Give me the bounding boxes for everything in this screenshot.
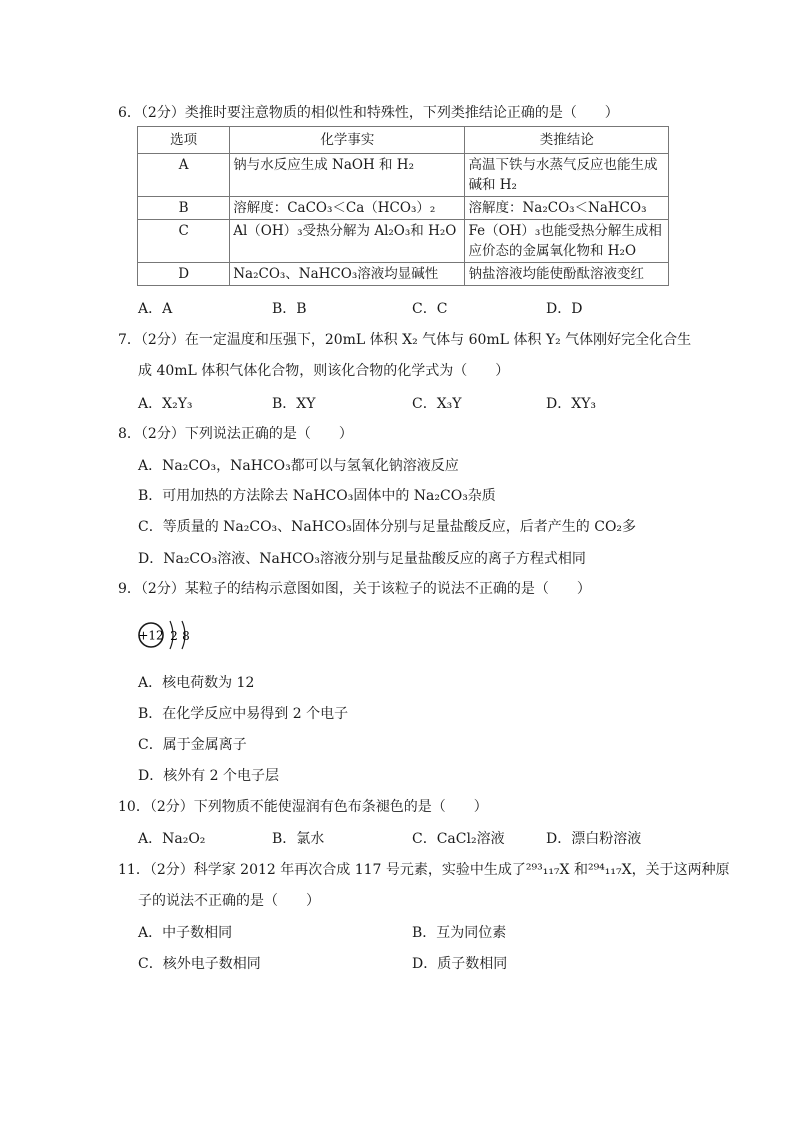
q7-stem-line1: 7．（2分）在一定温度和压强下，20mL 体积 X₂ 气体与 60mL 体积 Y₂ 气体刚好完全化合生 (118, 332, 692, 348)
row-option: A (138, 154, 230, 197)
q8-option-b[interactable]: B．可用加热的方法除去 NaHCO₃固体中的 Na₂CO₃杂质 (138, 488, 496, 504)
row-fact: 溶解度：CaCO₃＜Ca（HCO₃）₂ (230, 197, 465, 220)
atom-structure-diagram (136, 618, 216, 658)
table-row (138, 220, 669, 263)
q8-option-c[interactable]: C．等质量的 Na₂CO₃、NaHCO₃固体分别与足量盐酸反应，后者产生的 CO₂多 (138, 519, 637, 535)
q10-option-a[interactable]: A．Na₂O₂ (138, 831, 206, 847)
q9-option-b[interactable]: B．在化学反应中易得到 2 个电子 (138, 706, 349, 722)
nucleus-charge: +12 (138, 628, 164, 643)
row-conclusion: 钠盐溶液均能使酚酞溶液变红 (465, 263, 669, 286)
row-option: B (138, 197, 230, 220)
q9-option-d[interactable]: D．核外有 2 个电子层 (138, 768, 280, 784)
q8-stem: 8．（2分）下列说法正确的是（ ） (118, 426, 353, 442)
q7-option-c[interactable]: C．X₃Y (412, 396, 462, 412)
row-fact: Al（OH）₃受热分解为 Al₂O₃和 H₂O (230, 220, 465, 263)
q8-option-d[interactable]: D．Na₂CO₃溶液、NaHCO₃溶液分别与足量盐酸反应的离子方程式相同 (138, 551, 586, 567)
q9-option-a[interactable]: A．核电荷数为 12 (138, 675, 255, 691)
q11-option-d[interactable]: D．质子数相同 (412, 956, 508, 972)
q8-option-a[interactable]: A．Na₂CO₃，NaHCO₃都可以与氢氧化钠溶液反应 (138, 458, 459, 474)
q9-option-c[interactable]: C．属于金属离子 (138, 737, 247, 753)
q10-option-c[interactable]: C．CaCl₂溶液 (412, 831, 505, 847)
q7-option-a[interactable]: A．X₂Y₃ (138, 396, 193, 412)
q11-option-c[interactable]: C．核外电子数相同 (138, 956, 261, 972)
row-fact: Na₂CO₃、NaHCO₃溶液均显碱性 (230, 263, 465, 286)
q11-option-b[interactable]: B．互为同位素 (412, 925, 507, 941)
q7-option-d[interactable]: D．XY₃ (546, 396, 597, 412)
table-row (138, 154, 669, 197)
q7-option-b[interactable]: B．XY (272, 396, 316, 412)
q10-option-b[interactable]: B．氯水 (272, 831, 325, 847)
q6-table (137, 126, 669, 286)
row-conclusion: 高温下铁与水蒸气反应也能生成碱和 H₂ (465, 154, 669, 197)
q6-option-a[interactable]: A．A (138, 301, 173, 317)
q6-option-c[interactable]: C．C (412, 301, 448, 317)
row-fact: 钠与水反应生成 NaOH 和 H₂ (230, 154, 465, 197)
table-row (138, 197, 669, 220)
q7-stem-line2: 成 40mL 体积气体化合物，则该化合物的化学式为（ ） (138, 363, 510, 379)
q6-option-b[interactable]: B．B (272, 301, 307, 317)
row-conclusion: 溶解度：Na₂CO₃＜NaHCO₃ (465, 197, 669, 220)
header-option: 选项 (138, 127, 230, 154)
shell1-electrons: 2 (170, 629, 178, 643)
row-conclusion: Fe（OH）₃也能受热分解生成相应价态的金属氧化物和 H₂O (465, 220, 669, 263)
q6-option-d[interactable]: D．D (546, 301, 583, 317)
table-header-row (138, 127, 669, 154)
q11-option-a[interactable]: A．中子数相同 (138, 925, 233, 941)
row-option: D (138, 263, 230, 286)
q9-stem: 9．（2分）某粒子的结构示意图如图，关于该粒子的说法不正确的是（ ） (118, 581, 591, 597)
q10-option-d[interactable]: D．漂白粉溶液 (546, 831, 642, 847)
shell2-electrons: 8 (182, 629, 190, 643)
q6-stem: 6．（2分）类推时要注意物质的相似性和特殊性，下列类推结论正确的是（ ） (118, 105, 619, 121)
q11-stem-line1: 11．（2分）科学家 2012 年再次合成 117 号元素，实验中生成了²⁹³₁₁₇X 和²⁹⁴₁₁₇X，关于这两种原 (118, 862, 730, 878)
row-option: C (138, 220, 230, 263)
q11-stem-line2: 子的说法不正确的是（ ） (138, 893, 320, 909)
q10-stem: 10．（2分）下列物质不能使湿润有色布条褪色的是（ ） (118, 799, 488, 815)
header-fact: 化学事实 (230, 127, 465, 154)
table-row (138, 263, 669, 286)
header-conclusion: 类推结论 (465, 127, 669, 154)
